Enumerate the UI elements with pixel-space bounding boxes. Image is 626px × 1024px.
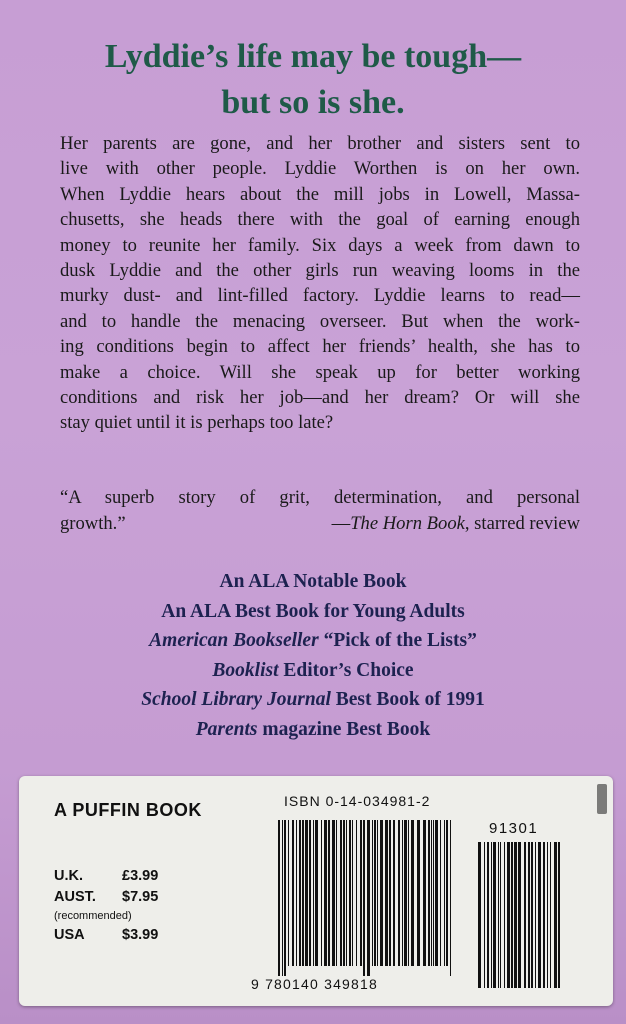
price-barcode-sticker: [19, 776, 613, 1006]
award-text: “Pick of the Lists”: [318, 630, 477, 651]
sticker-tear: [597, 784, 607, 814]
headline-line-1: Lyddie’s life may be tough—: [104, 38, 522, 75]
award-publication: American Bookseller: [149, 630, 319, 651]
award-item: [20, 685, 606, 715]
synopsis-line: When Lyddie hears about the mill jobs in Lowell, Massa-: [60, 183, 580, 205]
award-text: Editor’s Choice: [278, 659, 414, 681]
award-item: [20, 715, 606, 745]
price-list: [54, 866, 158, 946]
synopsis-line: live with other people. Lyddie Worthen is on her own.: [60, 158, 580, 180]
price-label: U.K.: [54, 868, 83, 884]
publisher-label: A PUFFIN BOOK: [54, 800, 202, 820]
award-publication: School Library Journal: [141, 689, 331, 710]
synopsis-line: conditions and risk her job—and her dream? Or will she: [60, 387, 580, 409]
synopsis-line: chusetts, she heads there with the goal of earning enough: [60, 209, 580, 231]
synopsis-line: make a choice. Will she speak up for better working: [60, 361, 580, 383]
isbn-label: ISBN 0-14-034981-2: [284, 793, 431, 809]
review-source: [332, 511, 580, 537]
award-text: Best Book of 1991: [330, 689, 485, 710]
synopsis-line: stay quiet until it is perhaps too late?: [60, 412, 334, 434]
review-quote-line-2: [60, 511, 580, 537]
synopsis-paragraph: [60, 131, 580, 436]
headline-line-2: but so is she.: [221, 84, 405, 121]
price-value: £3.99: [122, 868, 159, 884]
review-quote: [60, 485, 580, 537]
price-row-usa: [54, 925, 158, 946]
synopsis-line: and to handle the menacing overseer. But when the work-: [60, 310, 580, 332]
price-recommended-note: (recommended): [54, 910, 132, 922]
synopsis-line: murky dust- and lint-filled factory. Lyddie learns to read—: [60, 285, 580, 307]
price-value: $3.99: [122, 927, 159, 943]
barcode-icon: [276, 820, 456, 976]
price-value: $7.95: [122, 889, 159, 905]
review-source-dash: —: [331, 513, 351, 534]
price-label: AUST.: [54, 889, 96, 905]
award-item: An ALA Notable Book: [219, 571, 407, 592]
review-source-note: , starred review: [464, 513, 580, 534]
award-text: magazine Best Book: [257, 718, 431, 740]
award-item: An ALA Best Book for Young Adults: [161, 600, 465, 622]
addon-barcode-icon: [476, 842, 564, 988]
synopsis-line: ing conditions begin to affect her friends’ health, she has to: [60, 336, 580, 358]
price-row-aust: [54, 887, 158, 908]
barcode-number: 9 780140 349818: [251, 976, 378, 992]
synopsis-line: dusk Lyddie and the other girls run weaving looms in the: [60, 260, 580, 282]
addon-number: 91301: [489, 820, 539, 837]
awards-list: [20, 567, 606, 744]
award-item: [20, 656, 606, 686]
review-quote-end: growth.”: [60, 513, 126, 534]
price-row-uk: [54, 866, 158, 887]
award-item: [20, 626, 606, 656]
synopsis-line: Her parents are gone, and her brother and sisters sent to: [60, 133, 580, 154]
synopsis-line: money to reunite her family. Six days a week from dawn to: [60, 234, 580, 256]
review-quote-line-1: “A superb story of grit, determination, and personal: [60, 487, 580, 508]
headline: [20, 34, 606, 126]
award-publication: Booklist: [212, 659, 279, 681]
review-source-title: The Horn Book: [350, 513, 465, 534]
award-publication: Parents: [195, 718, 258, 740]
price-label: USA: [54, 927, 85, 943]
